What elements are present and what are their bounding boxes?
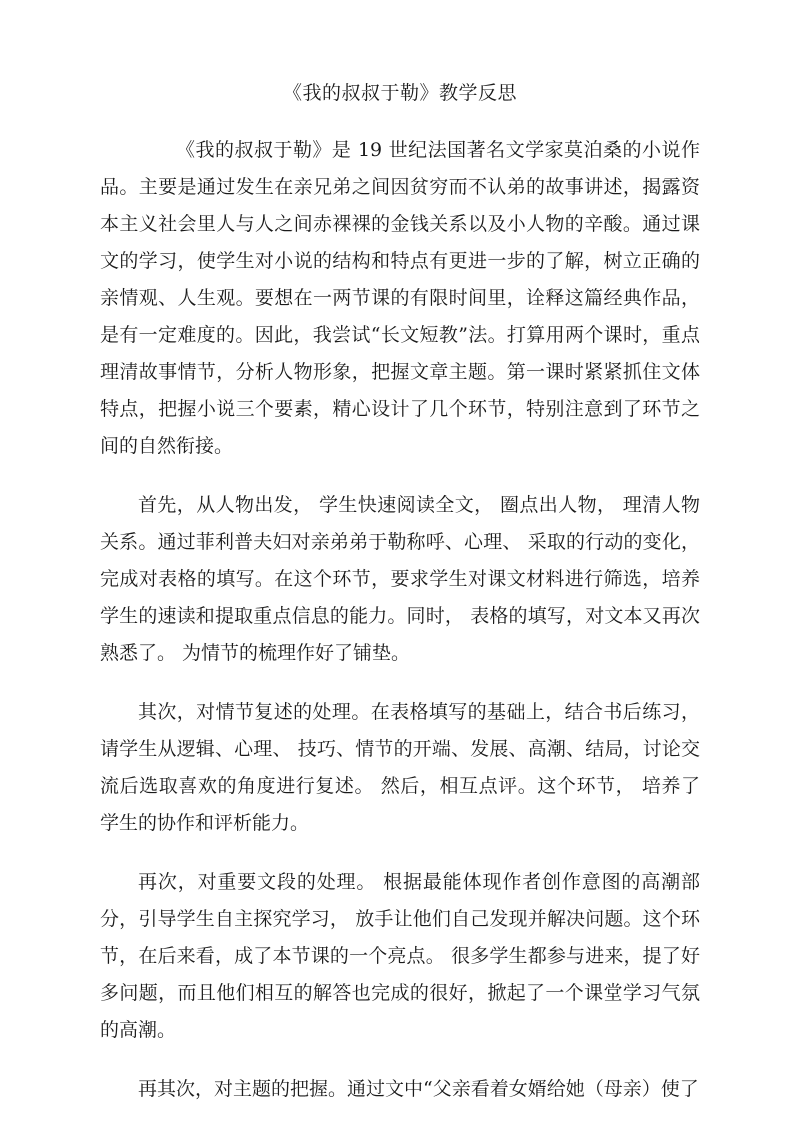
paragraph-second-step: 其次，对情节复述的处理。在表格填写的基础上，结合书后练习， 请学生从逻辑、心理、 技巧、情节的开端、发展、高潮、结局，讨论交流后选取喜欢的角度进行复述。 然后，相互点评。这个环节， 培养了学生的协作和评析能力。 [100, 701, 700, 834]
document-title: 《我的叔叔于勒》教学反思 [282, 82, 517, 104]
paragraph-fourth-step: 再其次，对主题的把握。通过文中“父亲看着女婿给她（母亲）使了 [138, 1078, 699, 1100]
document-body [100, 132, 700, 1130]
paragraph-first-step: 首先，从人物出发， 学生快速阅读全文， 圈点出人物， 理清人物关系。通过菲利普夫妇对亲弟弟于勒称呼、心理、 采取的行动的变化，完成对表格的填写。在这个环节，要求学生对课文材料进行筛选，培养学生的速读和提取重点信息的能力。同时， 表格的填写，对文本又再次熟悉了。 为情节的梳理作好了铺垫。 [100, 494, 700, 664]
paragraph-intro: 《我的叔叔于勒》是 19 世纪法国著名文学家莫泊桑的小说作品。主要是通过发生在亲兄弟之间因贫穷而不认弟的故事讲述，揭露资本主义社会里人与人之间赤裸裸的金钱关系以及小人物的辛酸。通过课文的学习，使学生对小说的结构和特点有更进一步的了解，树立正确的亲情观、人生观。要想在一两节课的有限时间里，诠释这篇经典作品，是有一定难度的。因此，我尝试“长文短教”法。打算用两个课时，重点理清故事情节，分析人物形象，把握文章主题。第一课时紧紧抓住文体特点，把握小说三个要素，精心设计了几个环节，特别注意到了环节之间的自然衔接。 [100, 139, 700, 457]
paragraph-third-step: 再次，对重要文段的处理。 根据最能体现作者创作意图的高潮部分，引导学生自主探究学习， 放手让他们自己发现并解决问题。这个环节，在后来看，成了本节课的一个亮点。 很多学生都参与进来，提了好多问题，而且他们相互的解答也完成的很好，掀起了一个课堂学习气氛的高潮。 [100, 871, 700, 1041]
